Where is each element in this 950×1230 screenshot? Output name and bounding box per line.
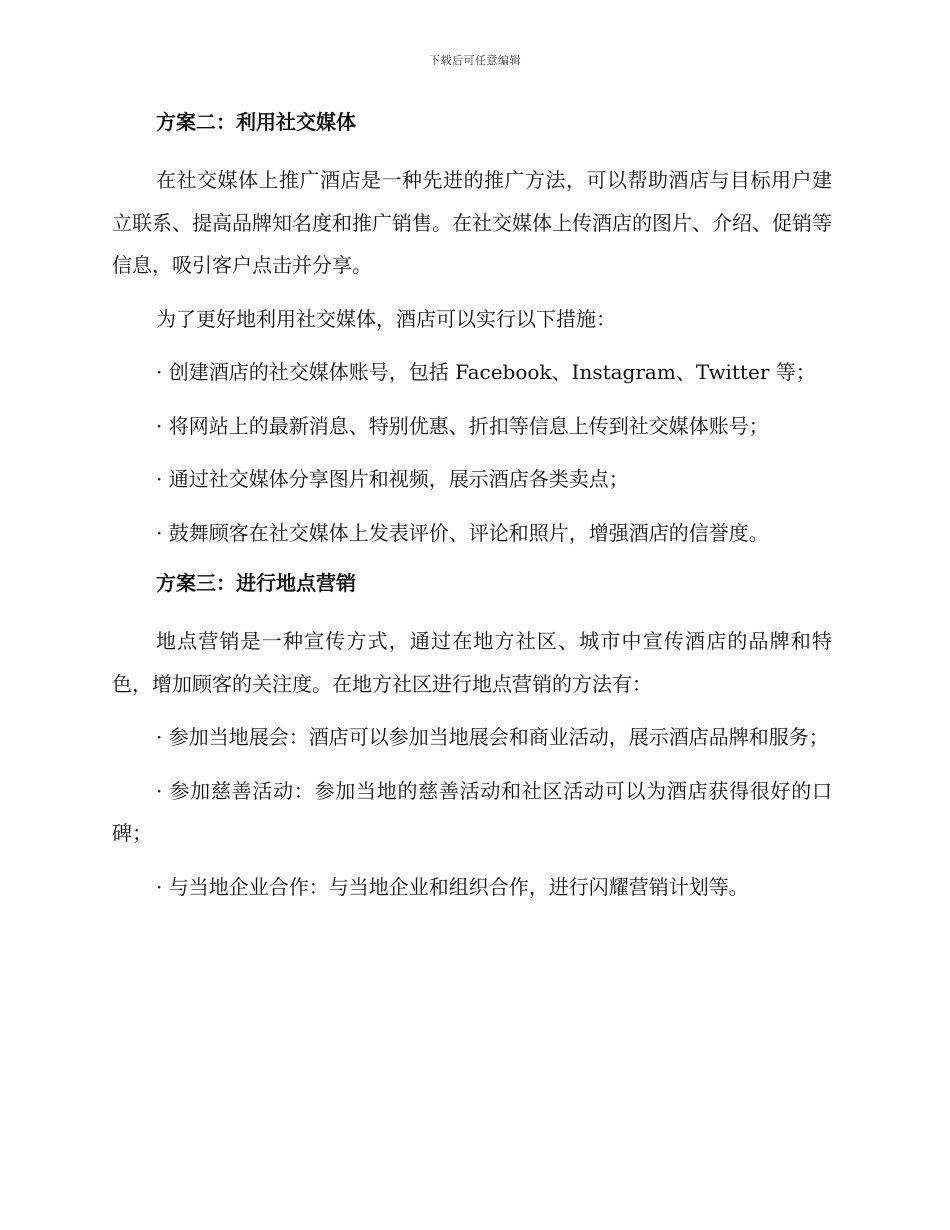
bullet-item: · 创建酒店的社交媒体账号，包括 Facebook、Instagram、Twitter 等； (156, 360, 816, 384)
paragraph: 在社交媒体上推广酒店是一种先进的推广方法，可以帮助酒店与目标用户建立联系、提高品牌知名度和推广销售。在社交媒体上传酒店的图片、介绍、促销等信息，吸引客户点击并分享。 (112, 168, 832, 277)
bullet-item: · 与当地企业合作：与当地企业和组织合作，进行闪耀营销计划等。 (156, 874, 749, 899)
bullet-item: · 鼓舞顾客在社交媒体上发表评价、评论和照片，增强酒店的信誉度。 (156, 520, 769, 545)
bullet-item: · 参加当地展会：酒店可以参加当地展会和商业活动，展示酒店品牌和服务； (156, 725, 829, 749)
bullet-item: · 参加慈善活动：参加当地的慈善活动和社区活动可以为酒店获得很好的口碑； (112, 778, 832, 845)
paragraph: 地点营销是一种宣传方式，通过在地方社区、城市中宣传酒店的品牌和特色，增加顾客的关注度。在地方社区进行地点营销的方法有： (112, 629, 832, 696)
bullet-item: · 将网站上的最新消息、特别优惠、折扣等信息上传到社交媒体账号； (156, 413, 769, 438)
bullet-item: · 通过社交媒体分享图片和视频，展示酒店各类卖点； (156, 467, 629, 491)
section-heading: 方案二：利用社交媒体 (156, 110, 356, 134)
paragraph: 为了更好地利用社交媒体，酒店可以实行以下措施： (156, 306, 616, 331)
page-header: 下载后可任意编辑 (429, 54, 521, 67)
document-body (112, 104, 832, 919)
section-heading: 方案三：进行地点营销 (156, 571, 356, 595)
